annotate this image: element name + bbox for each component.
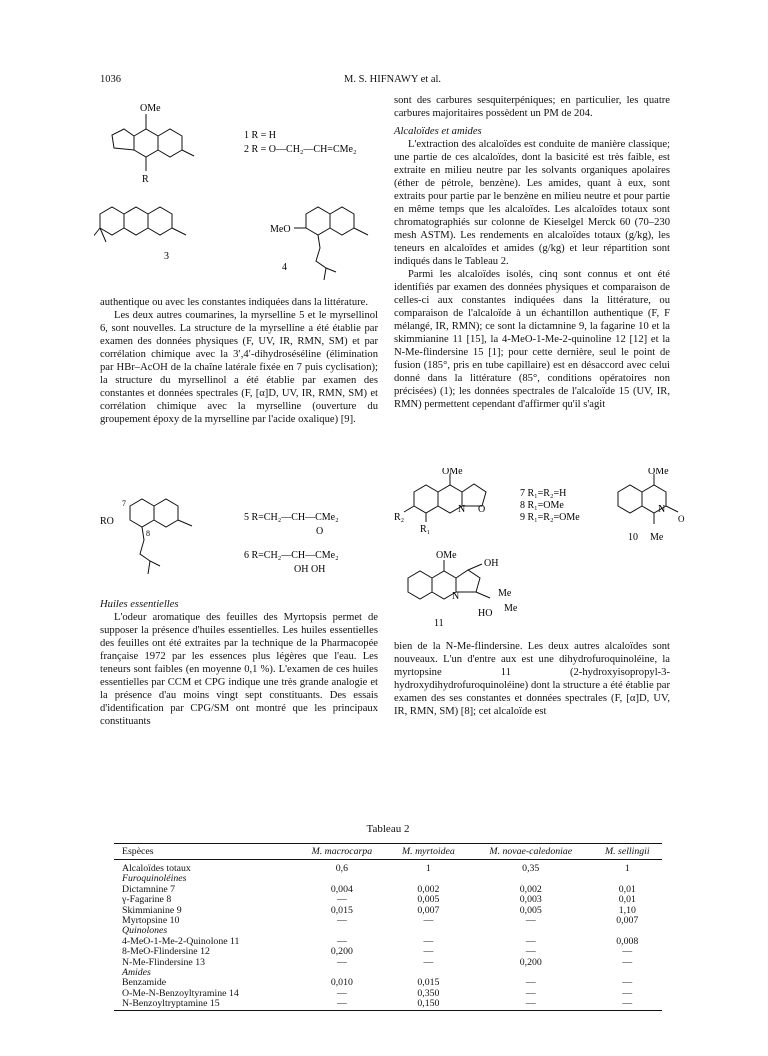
row-label: Dictamnine 7 xyxy=(122,883,176,895)
data-table xyxy=(114,843,662,1011)
column-header: M. macrocarpa xyxy=(296,844,388,860)
row-label: Amides xyxy=(122,967,151,979)
table-row xyxy=(114,916,662,926)
label-compound-3: 3 xyxy=(164,251,169,262)
row-label: N-Benzoyltryptamine 15 xyxy=(114,999,296,1010)
table-cell: 0,015 xyxy=(417,977,440,989)
table-cell: 1 xyxy=(624,863,630,874)
table-cell: — xyxy=(336,935,347,947)
table-cell: — xyxy=(469,999,593,1010)
running-header-authors: M. S. HIFNAWY et al. xyxy=(344,74,442,85)
table-cell: 0,003 xyxy=(519,894,542,906)
table-title: Tableau 2 xyxy=(366,823,410,835)
table-cell: 0,35 xyxy=(522,863,540,874)
structures-coumarins-1-4 xyxy=(94,96,384,292)
label-o-10: O xyxy=(678,514,685,524)
table-cell: — xyxy=(622,977,633,989)
legend-9: 9 R₁=R₂=OMe xyxy=(520,512,580,523)
table-cell: — xyxy=(593,999,662,1010)
structures-alkaloids-7-11 xyxy=(392,468,688,632)
label-n-11: N xyxy=(452,591,460,602)
table-row xyxy=(114,906,662,916)
row-label: Quinolones xyxy=(122,925,168,937)
legend-2: 2 R = O—CH₂—CH=CMe₂ xyxy=(244,144,357,155)
table-cell: 0,002 xyxy=(519,883,542,895)
table-cell: 0,007 xyxy=(616,915,639,927)
structures-coumarins-5-6 xyxy=(100,488,380,598)
row-label: N-Me-Flindersine 13 xyxy=(122,956,205,968)
row-label: γ-Fagarine 8 xyxy=(122,894,172,906)
table-cell: 0,6 xyxy=(335,863,348,874)
table-cell: 0,350 xyxy=(417,987,440,999)
section-heading-huiles: Huiles essentielles xyxy=(100,599,179,610)
label-me-b: Me xyxy=(504,603,518,614)
table-cell: 0,01 xyxy=(618,894,636,906)
label-compound-11: 11 xyxy=(434,618,444,629)
row-label: 8-MeO-Flindersine 12 xyxy=(122,946,210,958)
table-cell: — xyxy=(336,915,347,927)
table-cell: — xyxy=(423,946,434,958)
paragraph: bien de la N-Me-flindersine. Les deux autres alcaloïdes sont nouveaux. L'un d'entre aux est une dihydrofuroquinoléine, la myrtopsine 11 (2-hydroxyisopropyl-3-hydroxydihydrofuroquinoléine) dont la structure a été établie par examen des ses constantes et données spectrales (F, [α]D, UV, IR, RMN, SM) [8]; cet alcaloïde est xyxy=(394,641,670,717)
paragraph: Les deux autres coumarines, la myrselline 5 et le myrsellinol 6, sont nouvelles. La structure de la myrselline a été établie par examen des données physiques (F, UV, IR, RMN, SM) et par corrélation chimique avec la 3′,4′-dihydroséséline (élimination par HBr–AcOH de la chaîne latérale fixée en 7 puis cyclisation); la structure du myrsellinol a été établie par examen des constantes et données spectrales (F, [α]D, UV, IR, RMN, SM) et corrélation chimique avec la myrselline (ouverture du groupement époxy de la myrselline par l'acide oxalique) [9]. xyxy=(100,310,378,425)
table-row xyxy=(114,968,662,978)
label-oh: OH xyxy=(484,558,499,569)
table-cell: — xyxy=(525,987,536,999)
table-cell: — xyxy=(525,977,536,989)
label-r: R xyxy=(142,174,149,185)
row-label: Myrtopsine 10 xyxy=(122,915,180,927)
legend-6-diol: OH OH xyxy=(294,564,326,575)
table-cell: — xyxy=(423,915,434,927)
column-header: M. novae-caledoniae xyxy=(469,844,593,860)
legend-5-epoxide: O xyxy=(316,526,324,537)
table-cell: — xyxy=(296,999,388,1010)
table-cell: 0,015 xyxy=(330,904,353,916)
row-label: 4-MeO-1-Me-2-Quinolone 11 xyxy=(122,935,240,947)
table-cell: — xyxy=(622,956,633,968)
row-label: Furoquinoléines xyxy=(122,873,187,885)
table-cell: — xyxy=(336,956,347,968)
label-ho: HO xyxy=(478,608,493,619)
label-pos7: 7 xyxy=(122,499,126,508)
legend-5: 5 R=CH₂—CH—CMe₂ xyxy=(244,512,339,523)
table-cell: — xyxy=(525,946,536,958)
table-row xyxy=(114,958,662,968)
label-ome-10: OMe xyxy=(648,468,669,477)
table-cell: 1,10 xyxy=(618,904,636,916)
paragraph: Parmi les alcaloïdes isolés, cinq sont connus et ont été identifiés par examen des données physiques et comparaison de celles-ci aux constantes indiquées dans la littérature, ou comparaison de l'alcaloïde à un échantillon authentique (F, F mélangé, IR, RMN); ce sont la dictamnine 9, la fagarine 10 et la skimmianine 11 [15], la 4-MeO-1-Me-2-quinoline 12 [12] et la N-Me-flindersine 15 [1]; pour cette dernière, seul le point de fusion (185°, pris en tube capillaire) est en désaccord avec celui donné dans la littérature (85°, conditions opératoires non précisées) (1); les données spectrales de l'alcaloïde 15 (UV, IR, RMN) permettent cependant d'affirmer qu'il s'agit xyxy=(394,269,670,410)
table-row xyxy=(114,860,662,875)
label-ome-11: OMe xyxy=(436,550,457,561)
table-cell: 0,200 xyxy=(330,946,353,958)
table-cell: — xyxy=(423,935,434,947)
table-cell: — xyxy=(336,894,347,906)
table-row xyxy=(114,895,662,905)
row-label: Skimmianine 9 xyxy=(122,904,182,916)
table-cell: — xyxy=(622,987,633,999)
label-compound-4: 4 xyxy=(282,262,287,273)
column-header: Espèces xyxy=(114,844,296,860)
table-row xyxy=(114,874,662,884)
label-meo: MeO xyxy=(270,224,291,235)
table-row xyxy=(114,885,662,895)
table-cell: — xyxy=(423,956,434,968)
paragraph: L'extraction des alcaloïdes est conduite de manière classique; une partie de ces alcaloïdes, dont la basicité est très faible, est extraite en milieu neutre par les solvants organiques apolaires (éther de pétrole, benzène). Les amides, quant à eux, sont extraits pour partie par le benzène en milieu neutre et pour partie en même temps que les alcaloïdes. Les alcaloïdes totaux sont chromatographiés sur colonne de Kieselgel Merck 60 (70–230 mesh ASTM). Les rendements en alcaloïdes totaux (g/kg), les teneurs en alcaloïdes et amides (g/kg) et leur répartition sont indiqués dans le Tableau 2. xyxy=(394,139,670,267)
column-header: M. sellingii xyxy=(593,844,662,860)
table-row xyxy=(114,999,662,1010)
table-cell: 0,007 xyxy=(417,904,440,916)
row-label: Benzamide xyxy=(122,977,167,989)
table-cell: — xyxy=(336,987,347,999)
table-cell: 0,01 xyxy=(618,883,636,895)
row-label: Alcaloïdes totaux xyxy=(122,863,191,874)
legend-1: 1 R = H xyxy=(244,130,277,141)
table-cell: 0,002 xyxy=(417,883,440,895)
table-cell: 0,005 xyxy=(519,904,542,916)
label-me-a: Me xyxy=(498,588,512,599)
legend-6: 6 R=CH₂—CH—CMe₂ xyxy=(244,550,339,561)
label-n-10: N xyxy=(658,504,666,515)
table-cell: — xyxy=(622,946,633,958)
table-header-row xyxy=(114,844,662,860)
label-ome-7: OMe xyxy=(442,468,463,477)
table-cell: 0,150 xyxy=(388,999,469,1010)
table-cell: 0,008 xyxy=(616,935,639,947)
table-cell: 0,004 xyxy=(330,883,353,895)
label-n-7: N xyxy=(458,504,466,515)
legend-8: 8 R₁=OMe xyxy=(520,500,564,511)
label-r2: R₂ xyxy=(394,512,405,523)
label-me-10: Me xyxy=(650,532,664,543)
section-heading-alcaloides: Alcaloïdes et amides xyxy=(394,126,482,137)
label-pos8: 8 xyxy=(146,529,150,538)
label-r1: R₁ xyxy=(420,524,431,535)
table-cell: 0,200 xyxy=(519,956,542,968)
label-ro: RO xyxy=(100,516,114,527)
legend-7: 7 R₁=R₂=H xyxy=(520,488,567,499)
label-compound-10: 10 xyxy=(628,532,638,543)
label-ome: OMe xyxy=(140,103,161,114)
paragraph: sont des carbures sesquiterpéniques; en particulier, les quatre carbures majoritaires possèdent un PM de 204. xyxy=(394,95,670,119)
row-label: O-Me-N-Benzoyltyramine 14 xyxy=(122,987,239,999)
table-cell: — xyxy=(525,915,536,927)
label-o-7: O xyxy=(478,504,486,515)
table-cell: 0,010 xyxy=(330,977,353,989)
table-cell: 1 xyxy=(425,863,431,874)
paragraph: authentique ou avec les constantes indiquées dans la littérature. xyxy=(100,297,368,308)
page-number: 1036 xyxy=(100,74,121,85)
right-column-2 xyxy=(394,640,670,718)
left-column xyxy=(100,296,378,426)
table-cell: 0,005 xyxy=(417,894,440,906)
column-header: M. myrtoidea xyxy=(388,844,469,860)
left-column-2 xyxy=(100,598,378,728)
right-column xyxy=(394,94,670,411)
paragraph: L'odeur aromatique des feuilles des Myrtopsis permet de supposer la présence d'huiles essentielles. Les huiles essentielles des feuilles ont été extraites par la technique de la Pharmacopée française 1972 par les essences plus légères que l'eau. Les teneurs sont faibles (en moyenne 0,1 %). L'examen de ces huiles essentielles par CCM et CPG indique une très grande analogie et la présence d'au moins vingt sept constituants. Des essais d'identification par CPG/SM ont montré que les principaux constituants xyxy=(100,612,378,727)
table-cell: — xyxy=(525,935,536,947)
